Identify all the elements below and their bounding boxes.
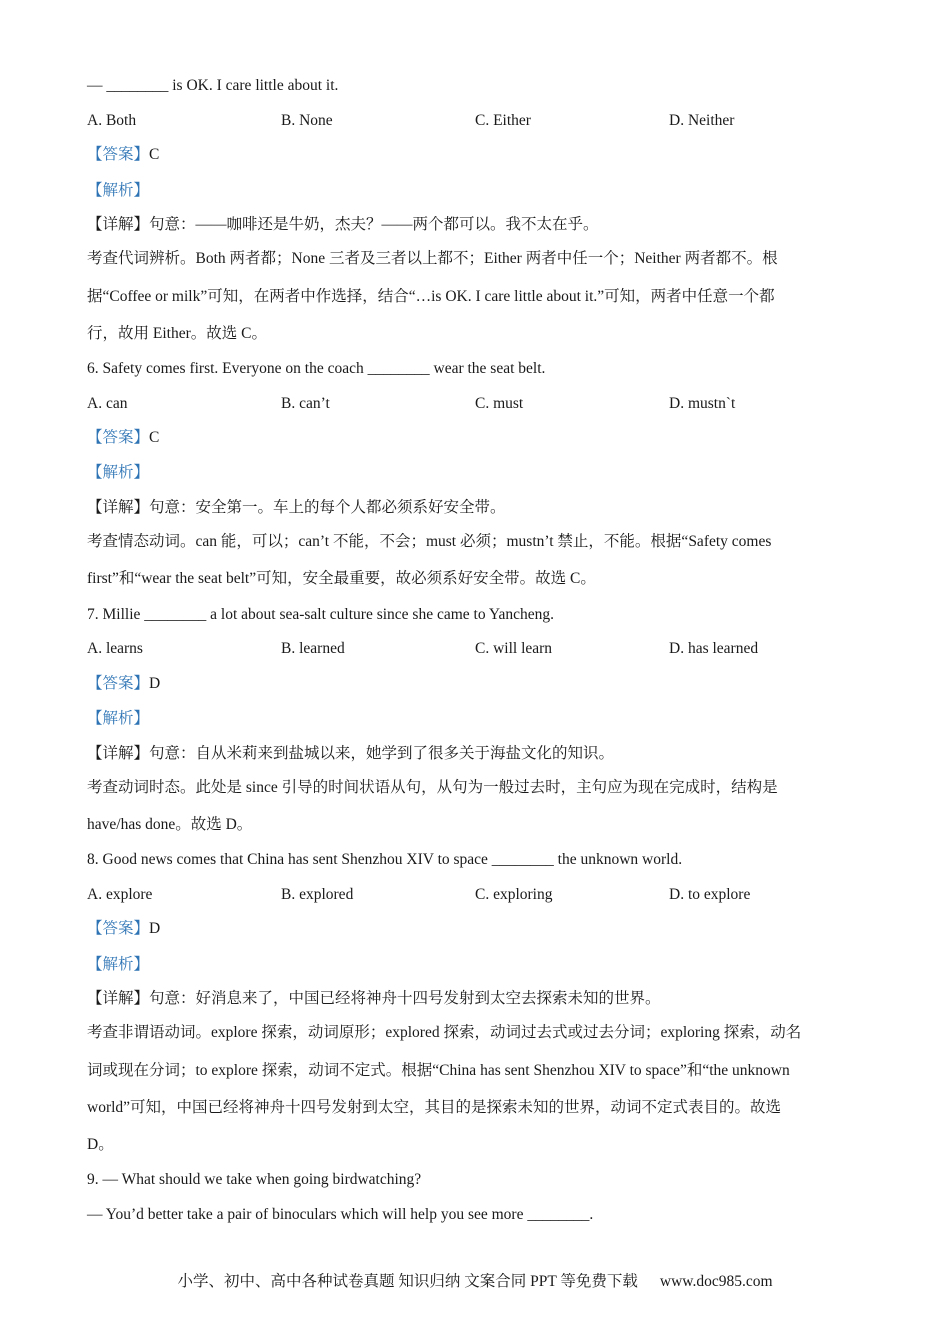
page-footer xyxy=(0,1269,950,1291)
detail-line xyxy=(87,988,661,1010)
option-a: A. Both xyxy=(87,112,137,129)
answer-value: D xyxy=(149,675,161,692)
option-d: D. Neither xyxy=(669,112,735,129)
detail-tag: 【详解】 xyxy=(87,990,150,1007)
detail-text: 句意：自从米莉来到盐城以来，她学到了很多关于海盐文化的知识。 xyxy=(149,745,615,762)
answer-tag: 【答案】 xyxy=(87,429,150,446)
analysis-tag: 【解析】 xyxy=(87,182,150,199)
explain-line: first”和“wear the seat belt”可知，安全最重要，故必须系好安全带。故选 C。 xyxy=(87,570,596,587)
option-d: D. to explore xyxy=(669,886,751,903)
detail-tag: 【详解】 xyxy=(87,499,150,516)
detail-line xyxy=(87,743,614,765)
question-stem-reply: — You’d better take a pair of binoculars which will help you see more ________. xyxy=(87,1206,594,1223)
explain-line: have/has done。故选 D。 xyxy=(87,816,253,833)
question-stem: 7. Millie ________ a lot about sea-salt culture since she came to Yancheng. xyxy=(87,606,555,623)
option-b: B. None xyxy=(281,112,333,129)
option-c: C. must xyxy=(475,395,524,412)
answer-tag: 【答案】 xyxy=(87,675,150,692)
detail-text: 句意：安全第一。车上的每个人都必须系好安全带。 xyxy=(149,499,506,516)
option-d: D. mustn`t xyxy=(669,395,736,412)
answer-line xyxy=(87,918,160,940)
option-c: C. Either xyxy=(475,112,531,129)
answer-value: C xyxy=(149,146,160,163)
explain-line: 考查代词辨析。Both 两者都；None 三者及三者以上都不；Either 两者中任一个；Neither 两者都不。根 xyxy=(87,250,778,267)
explain-line: 词或现在分词；to explore 探索，动词不定式。根据“China has sent Shenzhou XIV to space”和“the unknown xyxy=(87,1062,790,1079)
detail-text: 句意：——咖啡还是牛奶，杰夫？——两个都可以。我不太在乎。 xyxy=(149,216,599,233)
analysis-tag: 【解析】 xyxy=(87,956,150,973)
explain-line: 行，故用 Either。故选 C。 xyxy=(87,325,267,342)
analysis-tag: 【解析】 xyxy=(87,710,150,727)
option-b: B. explored xyxy=(281,886,354,903)
footer-text: 小学、初中、高中各种试卷真题 知识归纳 文案合同 PPT 等免费下载 xyxy=(177,1273,638,1290)
detail-tag: 【详解】 xyxy=(87,745,150,762)
option-a: A. learns xyxy=(87,640,143,657)
answer-line xyxy=(87,673,160,695)
answer-tag: 【答案】 xyxy=(87,146,150,163)
question-stem: 6. Safety comes first. Everyone on the coach ________ wear the seat belt. xyxy=(87,360,546,377)
explain-line: 考查非谓语动词。explore 探索，动词原形；explored 探索，动词过去式或过去分词；exploring 探索，动名 xyxy=(87,1024,802,1041)
option-d: D. has learned xyxy=(669,640,759,657)
option-a: A. can xyxy=(87,395,128,412)
option-b: B. learned xyxy=(281,640,345,657)
explain-line: 考查动词时态。此处是 since 引导的时间状语从句，从句为一般过去时，主句应为现在完成时，结构是 xyxy=(87,779,778,796)
option-c: C. will learn xyxy=(475,640,553,657)
explain-line: world”可知，中国已经将神舟十四号发射到太空，其目的是探索未知的世界，动词不定式表目的。故选 xyxy=(87,1099,782,1116)
explain-line: 据“Coffee or milk”可知，在两者中作选择，结合“…is OK. I care little about it.”可知，两者中任意一个都 xyxy=(87,288,775,305)
answer-tag: 【答案】 xyxy=(87,920,150,937)
footer-url: www.doc985.com xyxy=(659,1273,773,1290)
answer-value: D xyxy=(149,920,161,937)
option-a: A. explore xyxy=(87,886,153,903)
question-stem: 9. — What should we take when going birdwatching? xyxy=(87,1171,422,1188)
explain-line: D。 xyxy=(87,1136,114,1153)
question-stem: — ________ is OK. I care little about it. xyxy=(87,77,339,94)
answer-value: C xyxy=(149,429,160,446)
answer-line xyxy=(87,144,159,166)
question-stem: 8. Good news comes that China has sent Shenzhou XIV to space ________ the unknown world. xyxy=(87,851,683,868)
option-c: C. exploring xyxy=(475,886,553,903)
option-b: B. can’t xyxy=(281,395,330,412)
analysis-tag: 【解析】 xyxy=(87,464,150,481)
detail-line xyxy=(87,214,599,236)
detail-text: 句意：好消息来了，中国已经将神舟十四号发射到太空去探索未知的世界。 xyxy=(149,990,661,1007)
detail-tag: 【详解】 xyxy=(87,216,150,233)
answer-line xyxy=(87,427,159,449)
detail-line xyxy=(87,497,506,519)
explain-line: 考查情态动词。can 能，可以；can’t 不能，不会；must 必须；mustn’t 禁止，不能。根据“Safety comes xyxy=(87,533,772,550)
